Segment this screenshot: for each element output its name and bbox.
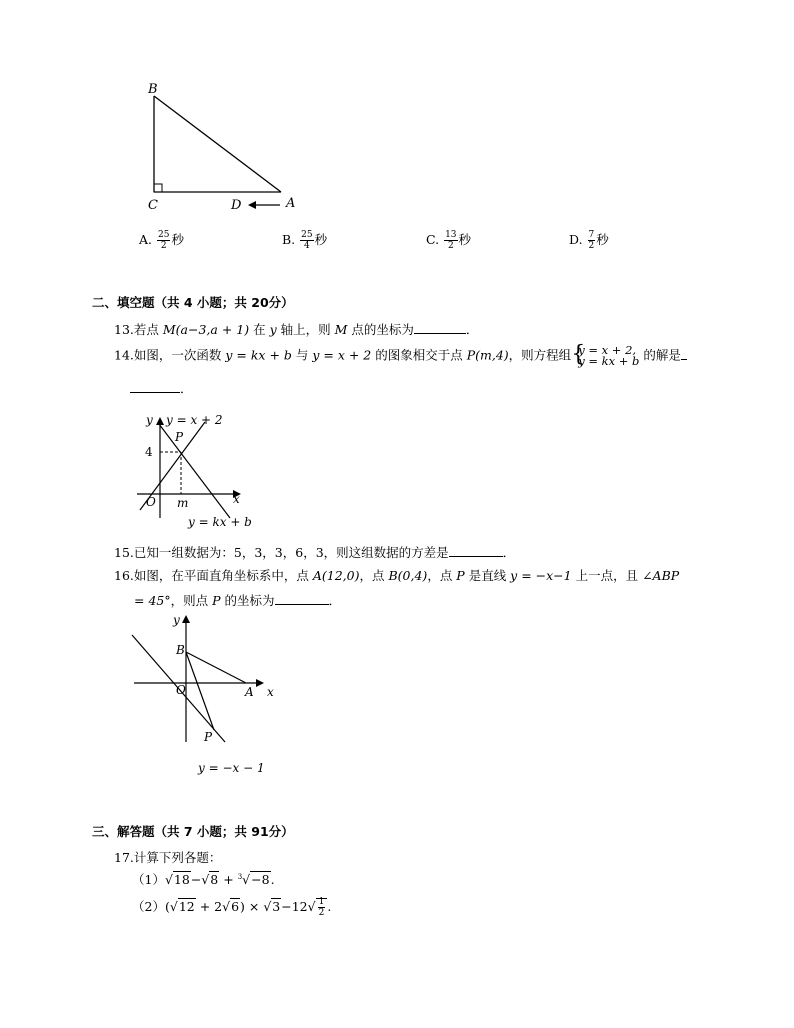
label-a: A bbox=[245, 685, 254, 699]
label-d: D bbox=[231, 198, 242, 213]
q12-option-b: B. $\frac{25}{4}$ 秒 bbox=[282, 230, 328, 251]
equation-system: { y = x + 2, y = kx + b bbox=[571, 342, 640, 368]
answer-blank[interactable] bbox=[130, 380, 180, 393]
side-ab bbox=[154, 96, 281, 192]
label-y: y bbox=[173, 613, 180, 627]
y-axis-arrow bbox=[156, 417, 164, 425]
label-c: C bbox=[148, 198, 158, 213]
section-3-title: 三、解答题（共 7 小题；共 91分） bbox=[92, 824, 294, 839]
label-a: A bbox=[286, 196, 296, 211]
question-17-part-1: （1）√18−√8 + $^3$√−8. bbox=[132, 872, 275, 887]
q12-option-d: D. $\frac{7}{2}$ 秒 bbox=[569, 230, 609, 251]
question-14: 14.如图，一次函数 y = kx + b 与 y = x + 2 的图象相交于点 P(m,4)，则方程组 { y = x + 2, y = kx + b 的解是 bbox=[114, 345, 687, 367]
right-angle-mark bbox=[154, 184, 162, 192]
y-axis-arrow bbox=[182, 615, 190, 623]
label-line2: y = kx + b bbox=[188, 515, 252, 529]
question-16: 16.如图，在平面直角坐标系中，点 A(12,0)，点 B(0,4)，点 P 是直线 y = −x−1 上一点，且 ∠ABP bbox=[114, 568, 680, 583]
question-15: 15.已知一组数据为：5，3，3，6，3，则这组数据的方差是 ． bbox=[114, 545, 516, 560]
label-4: 4 bbox=[145, 445, 153, 459]
question-14-cont: ． bbox=[130, 379, 193, 397]
label-m: m bbox=[177, 496, 189, 510]
q16-graph-figure bbox=[130, 610, 280, 780]
label-p: P bbox=[204, 730, 213, 744]
label-b: B bbox=[176, 643, 185, 657]
label-p: P bbox=[175, 430, 184, 444]
answer-blank[interactable] bbox=[449, 544, 503, 557]
x-axis-arrow bbox=[256, 679, 264, 687]
label-o: O bbox=[176, 683, 186, 697]
label-y: y bbox=[146, 413, 153, 427]
q14-graph-figure bbox=[135, 408, 265, 533]
line-y-kx-plus-b bbox=[159, 424, 230, 518]
answer-blank-start[interactable] bbox=[681, 347, 687, 360]
label-line: y = −x − 1 bbox=[198, 761, 265, 775]
answer-blank[interactable] bbox=[414, 321, 466, 334]
section-2-title: 二、填空题（共 4 小题；共 20分） bbox=[92, 295, 294, 310]
question-17-part-2: （2）(√12 + 2√6) × √3−12√ $\frac{1}{2}$ . bbox=[132, 897, 332, 918]
label-x: x bbox=[267, 685, 274, 699]
q12-option-c: C. $\frac{13}{2}$ 秒 bbox=[426, 230, 472, 251]
label-b: B bbox=[148, 82, 158, 97]
answer-blank[interactable] bbox=[275, 592, 329, 605]
q12-option-a: A. $\frac{25}{2}$ 秒 bbox=[139, 230, 184, 251]
q12-triangle-figure bbox=[140, 78, 310, 218]
question-13: 13.若点 M(a−3,a + 1) 在 y 轴上，则 M 点的坐标为 ． bbox=[114, 322, 479, 337]
arrow-head bbox=[248, 201, 256, 209]
label-line1: y = x + 2 bbox=[166, 413, 223, 427]
question-17: 17.计算下列各题： bbox=[114, 850, 222, 865]
question-16-cont: = 45°，则点 P 的坐标为 ． bbox=[134, 593, 342, 608]
label-x: x bbox=[233, 492, 240, 506]
label-o: O bbox=[146, 495, 156, 509]
